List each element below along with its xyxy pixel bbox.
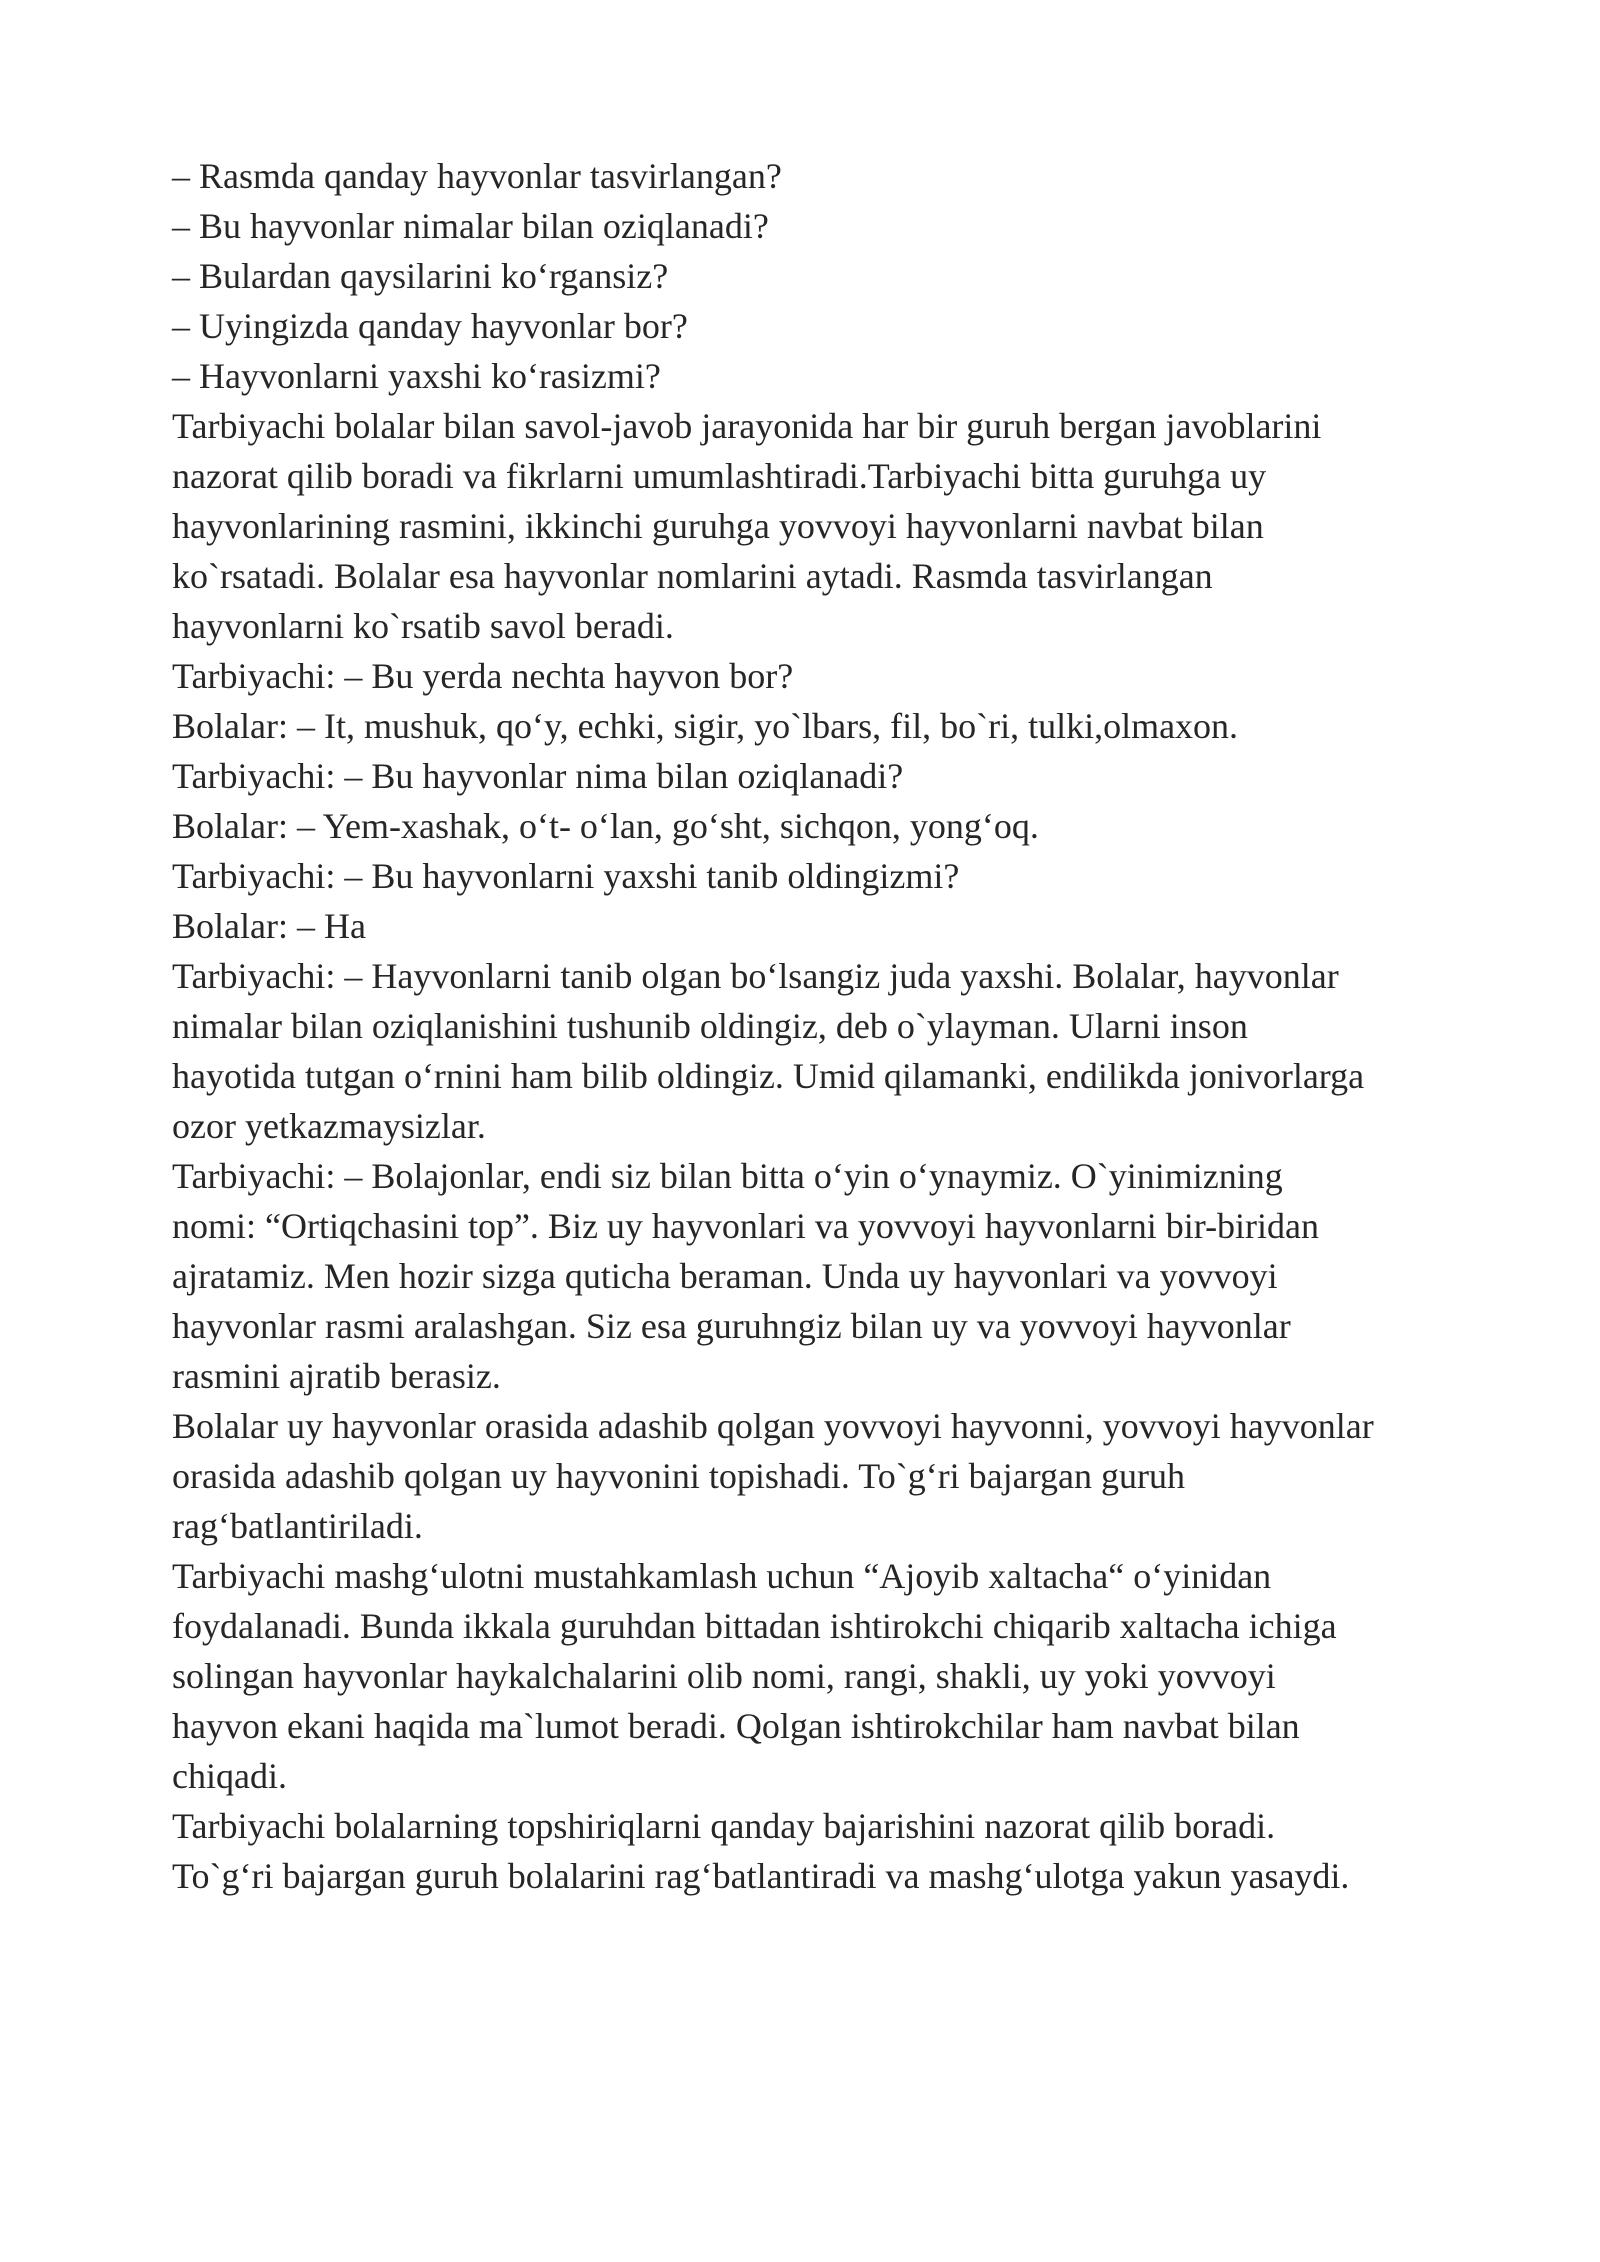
text-line: nomi: “Ortiqchasini top”. Biz uy hayvonlari va yovvoyi hayvonlarni bir-biridan — [172, 1206, 1320, 1246]
text-line: Tarbiyachi: – Bu hayvonlarni yaxshi tanib oldingizmi? — [172, 856, 960, 896]
text-line: hayvonlarining rasmini, ikkinchi guruhga yovvoyi hayvonlarni navbat bilan — [172, 506, 1264, 546]
text-line: – Bulardan qaysilarini ko‘rgansiz? — [172, 256, 669, 296]
text-line: Tarbiyachi: – Bolajonlar, endi siz bilan bitta o‘yin o‘ynaymiz. O`yinimizning — [172, 1156, 1283, 1196]
text-line: – Bu hayvonlar nimalar bilan oziqlanadi? — [172, 206, 769, 246]
text-line: Bolalar: – Yem-xashak, o‘t- o‘lan, go‘sht, sichqon, yong‘oq. — [172, 806, 1039, 846]
text-line: ozor yetkazmaysizlar. — [172, 1106, 486, 1146]
text-line: – Rasmda qanday hayvonlar tasvirlangan? — [172, 156, 782, 196]
text-line: ko`rsatadi. Bolalar esa hayvonlar nomlarini aytadi. Rasmda tasvirlangan — [172, 556, 1213, 596]
text-line: – Uyingizda qanday hayvonlar bor? — [172, 306, 688, 346]
text-line: Tarbiyachi: – Bu yerda nechta hayvon bor? — [172, 656, 794, 696]
text-line: orasida adashib qolgan uy hayvonini topishadi. To`g‘ri bajargan guruh — [172, 1456, 1185, 1496]
text-line: hayotida tutgan o‘rnini ham bilib oldingiz. Umid qilamanki, endilikda jonivorlarga — [172, 1056, 1365, 1096]
text-line: rasmini ajratib berasiz. — [172, 1356, 501, 1396]
text-line: rag‘batlantiriladi. — [172, 1506, 423, 1546]
text-line: To`g‘ri bajargan guruh bolalarini rag‘batlantiradi va mashg‘ulotga yakun yasaydi. — [172, 1856, 1350, 1896]
text-line: hayvonlar rasmi aralashgan. Siz esa guruhngiz bilan uy va yovvoyi hayvonlar — [172, 1306, 1291, 1346]
text-line: Tarbiyachi mashg‘ulotni mustahkamlash uchun “Ajoyib xaltacha“ o‘yinidan — [172, 1556, 1272, 1596]
text-line: Tarbiyachi bolalarning topshiriqlarni qanday bajarishini nazorat qilib boradi. — [172, 1806, 1276, 1846]
text-line: nimalar bilan oziqlanishini tushunib oldingiz, deb o`ylayman. Ularni inson — [172, 1006, 1248, 1046]
text-line: Bolalar: – Ha — [172, 906, 366, 946]
text-line: chiqadi. — [172, 1756, 287, 1796]
text-line: Tarbiyachi bolalar bilan savol-javob jarayonida har bir guruh bergan javoblarini — [172, 406, 1322, 446]
text-line: Tarbiyachi: – Bu hayvonlar nima bilan oziqlanadi? — [172, 756, 904, 796]
text-line: hayvon ekani haqida ma`lumot beradi. Qolgan ishtirokchilar ham navbat bilan — [172, 1706, 1300, 1746]
text-line: solingan hayvonlar haykalchalarini olib nomi, rangi, shakli, uy yoki yovvoyi — [172, 1656, 1276, 1696]
text-line: foydalanadi. Bunda ikkala guruhdan bittadan ishtirokchi chiqarib xaltacha ichiga — [172, 1606, 1337, 1646]
text-line: – Hayvonlarni yaxshi ko‘rasizmi? — [172, 356, 661, 396]
text-line: hayvonlarni ko`rsatib savol beradi. — [172, 606, 674, 646]
text-line: ajratamiz. Men hozir sizga quticha beraman. Unda uy hayvonlari va yovvoyi — [172, 1256, 1278, 1296]
text-line: Bolalar uy hayvonlar orasida adashib qolgan yovvoyi hayvonni, yovvoyi hayvonlar — [172, 1406, 1374, 1446]
text-line: Bolalar: – It, mushuk, qo‘y, echki, sigir, yo`lbars, fil, bo`ri, tulki,olmaxon. — [172, 706, 1239, 746]
text-line: nazorat qilib boradi va fikrlarni umumlashtiradi.Tarbiyachi bitta guruhga uy — [172, 456, 1267, 496]
document-text — [172, 151, 1472, 1901]
text-line: Tarbiyachi: – Hayvonlarni tanib olgan bo‘lsangiz juda yaxshi. Bolalar, hayvonlar — [172, 956, 1339, 996]
